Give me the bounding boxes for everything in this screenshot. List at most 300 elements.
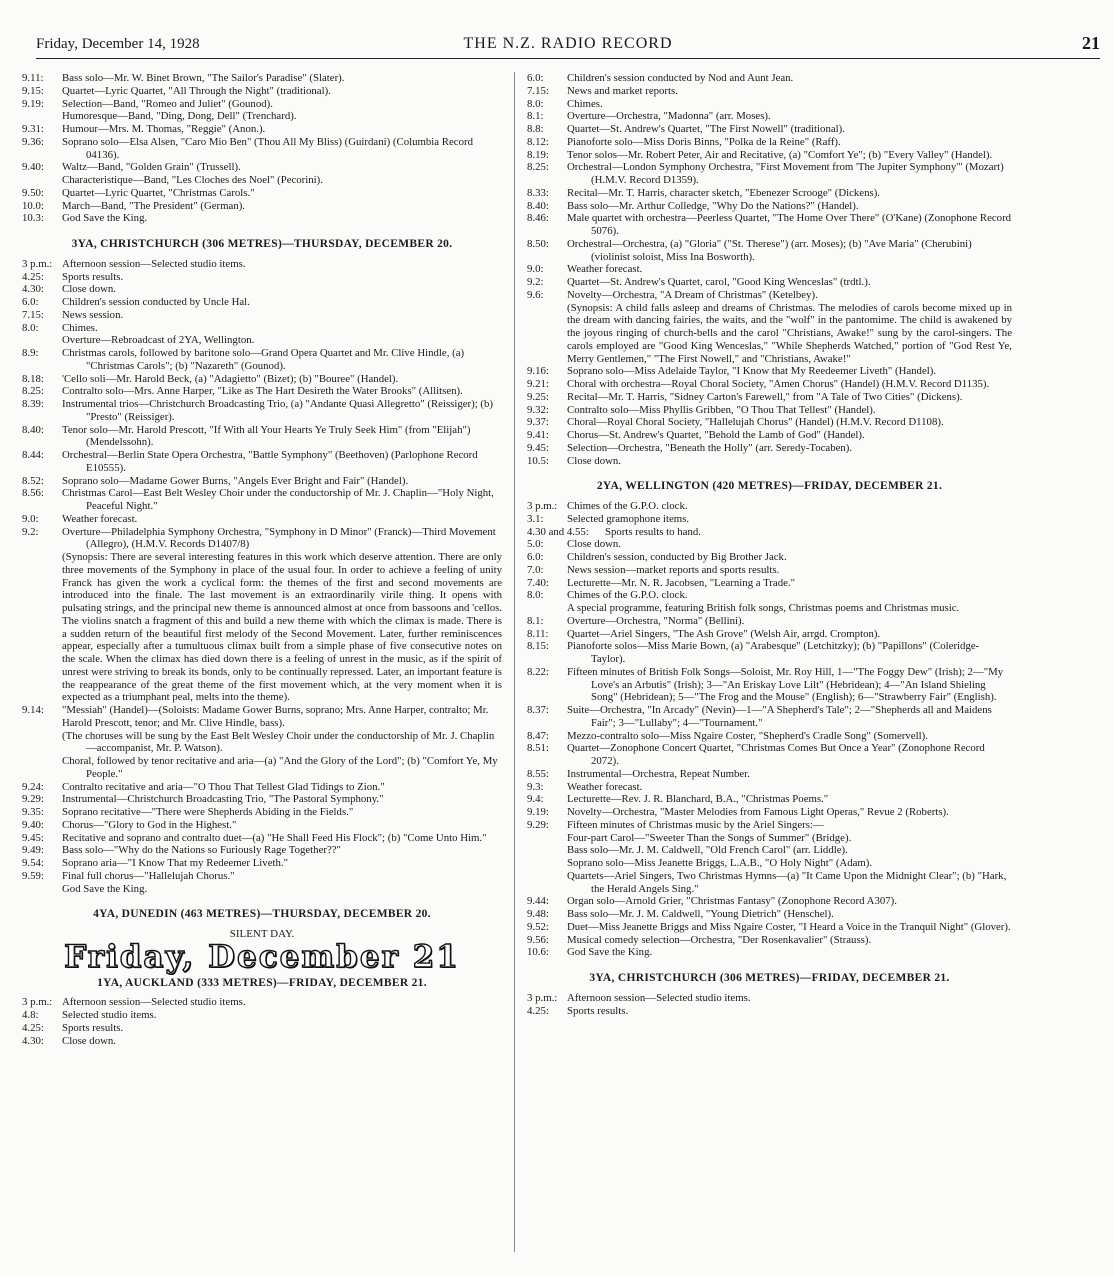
program-description: Bass solo—Mr. W. Binet Brown, "The Sailor's Paradise" (Slater). — [62, 72, 345, 84]
program-entry — [527, 946, 1012, 959]
program-time: 9.32: — [527, 403, 549, 416]
program-entry — [527, 391, 1012, 404]
program-description: Selection—Orchestra, "Beneath the Holly" (arr. Seredy-Tocaben). — [567, 441, 853, 454]
program-time: 9.4: — [527, 793, 544, 806]
silent-day: SILENT DAY. — [229, 928, 295, 940]
program-time: 8.51: — [527, 742, 549, 755]
program-entry — [527, 895, 1012, 908]
program-time: 10.0: — [22, 199, 44, 212]
program-entry — [527, 98, 1012, 111]
program-time: 9.2: — [22, 525, 39, 538]
program-description: Lecturette—Mr. N. R. Jacobsen, "Learning a Trade." — [567, 576, 795, 589]
program-time: 8.1: — [527, 110, 544, 123]
program-description: Selection—Band, "Romeo and Juliet" (Gounod). — [62, 97, 273, 110]
program-entry — [22, 1022, 502, 1035]
program-list — [22, 258, 502, 551]
program-entry — [22, 296, 502, 309]
program-entry — [22, 212, 502, 225]
program-description: Chimes of the G.P.O. clock. — [567, 500, 688, 512]
program-entry — [22, 271, 502, 284]
program-time: 9.40: — [22, 818, 44, 831]
program-entry — [527, 442, 1012, 455]
program-time: 9.54: — [22, 857, 44, 869]
program-entry — [527, 704, 1012, 730]
program-time: 10.5: — [527, 454, 549, 467]
program-description: Christmas Carol—East Belt Wesley Choir under the conductorship of Mr. J. Chaplin—"Holy Night, Peaceful Night." — [62, 487, 494, 512]
program-description: Weather forecast. — [62, 512, 138, 525]
program-entry — [22, 72, 502, 85]
program-description: Recital—Mr. T. Harris, character sketch, "Ebenezer Scrooge" (Dickens). — [567, 186, 880, 199]
program-entry — [527, 149, 1012, 162]
program-time: 8.33: — [527, 186, 549, 199]
program-time: 8.18: — [22, 372, 44, 385]
program-description: 'Cello soli—Mr. Harold Beck, (a) "Adagietto" (Bizet); (b) "Bouree" (Handel). — [62, 372, 399, 385]
program-description: Children's session, conducted by Big Brother Jack. — [567, 551, 787, 563]
program-entry — [22, 347, 502, 373]
program-entry — [527, 666, 1012, 704]
program-entry — [22, 187, 502, 200]
program-time: 9.3: — [527, 780, 544, 793]
program-description: Selected gramophone items. — [567, 512, 690, 525]
station-heading-4ya: 4YA, DUNEDIN (463 METRES)—THURSDAY, DECEMBER 20. — [93, 908, 431, 921]
program-time: 9.2: — [527, 276, 544, 288]
program-time: 8.25: — [22, 385, 44, 398]
program-description: Recital—Mr. T. Harris, "Sidney Carton's Farewell," from "A Tale of Two Cities" (Dickens). — [567, 390, 963, 403]
program-description: Soprano solo—Elsa Alsen, "Caro Mio Ben" (Thou All My Bliss) (Guirdani) (Columbia Record 04136). — [62, 135, 473, 161]
program-entry — [22, 98, 502, 111]
program-description: Chimes of the G.P.O. clock. — [567, 589, 688, 602]
program-entry — [527, 908, 1012, 921]
program-time: 8.0: — [22, 321, 39, 334]
program-entry — [527, 793, 1012, 806]
program-description: Selected studio items. — [62, 1009, 157, 1021]
program-entry — [527, 455, 1012, 468]
program-time: 4.25: — [22, 270, 44, 283]
program-entry — [527, 589, 1012, 602]
program-continuation: God Save the King. — [62, 882, 148, 895]
page-number: 21 — [1082, 33, 1100, 53]
station-heading-3ya-friday: 3YA, CHRISTCHURCH (306 METRES)—FRIDAY, DECEMBER 21. — [589, 972, 950, 984]
right-column — [527, 72, 1012, 1017]
station-heading-1ya: 1YA, AUCKLAND (333 METRES)—FRIDAY, DECEMBER 21. — [97, 976, 427, 989]
program-entry — [527, 200, 1012, 213]
program-entry — [22, 857, 502, 870]
program-description: Duet—Miss Jeanette Briggs and Miss Ngaire Coster, "I Heard a Voice in the Tranquil Night" (Glover). — [567, 920, 1011, 933]
program-description: Musical comedy selection—Orchestra, "Der Rosenkavalier" (Strauss). — [567, 933, 872, 946]
program-entry — [527, 564, 1012, 577]
program-entry — [527, 500, 1012, 513]
program-time: 9.19: — [527, 806, 549, 818]
program-description: "Messiah" (Handel)—(Soloists: Madame Gower Burns, soprano; Mrs. Anne Harper, contralto; Mr. Harold Prescott, tenor; and Mr. Clive Hindle, bass). — [62, 704, 489, 729]
program-entry — [527, 276, 1012, 289]
program-entry — [527, 538, 1012, 551]
program-entry — [22, 1009, 502, 1022]
program-entry — [527, 187, 1012, 200]
program-description: Quartet—Zonophone Concert Quartet, "Christmas Comes But Once a Year" (Zonophone Record 2072). — [567, 742, 985, 767]
program-description: Fifteen minutes of Christmas music by the Ariel Singers:— — [567, 818, 824, 831]
program-description: Sports results. — [62, 1021, 124, 1034]
program-time: 4.8: — [22, 1009, 39, 1021]
program-entry — [22, 373, 502, 386]
program-description: Quartet—Lyric Quartet, "All Through the Night" (traditional). — [62, 84, 331, 97]
program-time: 9.14: — [22, 704, 44, 716]
program-entry — [527, 615, 1012, 628]
program-time: 3.1: — [527, 512, 544, 525]
program-entry — [527, 110, 1012, 123]
program-entry — [22, 200, 502, 213]
program-entry — [22, 704, 502, 730]
program-description: Chimes. — [567, 97, 603, 110]
program-entry — [527, 781, 1012, 794]
program-time: 8.47: — [527, 729, 549, 742]
program-entry — [22, 832, 502, 845]
program-entry — [527, 526, 1012, 539]
program-time: 8.56: — [22, 487, 44, 500]
program-description: Sports results. — [567, 1004, 629, 1017]
program-description: Afternoon session—Selected studio items. — [567, 991, 751, 1004]
program-time: 9.21: — [527, 378, 549, 390]
program-list — [527, 500, 1012, 832]
program-time: 7.15: — [527, 84, 549, 97]
program-entry — [22, 806, 502, 819]
program-time: 8.40: — [527, 199, 549, 212]
program-time: 8.8: — [527, 123, 544, 135]
publication-title: THE N.Z. RADIO RECORD — [463, 35, 673, 52]
program-time: 8.19: — [527, 148, 549, 161]
program-description: Close down. — [567, 454, 621, 467]
program-description: Tenor solo—Mr. Harold Prescott, "If With all Your Hearts Ye Truly Seek Him" (from "Elijah") (Mendelssohn). — [62, 423, 471, 449]
program-time: 8.40: — [22, 423, 44, 436]
program-description: Lecturette—Rev. J. R. Blanchard, B.A., "Christmas Poems." — [567, 793, 829, 806]
program-description: Overture—Orchestra, "Norma" (Bellini). — [567, 614, 745, 627]
program-entry — [527, 768, 1012, 781]
program-description: Close down. — [62, 1034, 116, 1047]
program-entry — [527, 742, 1012, 768]
program-time: 8.46: — [527, 212, 549, 225]
program-entry — [527, 263, 1012, 276]
program-entry — [22, 161, 502, 174]
program-list — [22, 996, 502, 1047]
program-description: Close down. — [62, 283, 116, 296]
program-entry — [22, 449, 502, 475]
program-entry — [22, 793, 502, 806]
program-time: 7.0: — [527, 563, 544, 576]
program-continuation: A special programme, featuring British folk songs, Christmas poems and Christmas music. — [567, 602, 960, 614]
program-time: 9.29: — [22, 793, 44, 806]
left-column — [22, 72, 502, 1047]
program-description: Recitative and soprano and contralto duet—(a) "He Shall Feed His Flock"; (b) "Come Unto Him." — [62, 831, 487, 844]
program-time: 9.19: — [22, 97, 44, 110]
program-list — [527, 992, 1012, 1018]
program-time: 7.15: — [22, 308, 44, 321]
program-entry — [527, 806, 1012, 819]
program-entry — [22, 526, 502, 552]
program-description: Instrumental—Orchestra, Repeat Number. — [567, 767, 750, 780]
program-time: 10.6: — [527, 946, 549, 959]
program-description: Orchestral—London Symphony Orchestra, "First Movement from 'The Jupiter Symphony'" (Mozart) (H.M.V. Record D1359). — [567, 161, 1004, 186]
program-time: 3 p.m.: — [527, 500, 558, 512]
program-description: Instrumental trios—Christchurch Broadcasting Trio, (a) "Andante Quasi Allegretto" (Reissiger); (b) "Presto" (Reissiger). — [62, 398, 494, 423]
program-description: Soprano recitative—"There were Shepherds Abiding in the Fields." — [62, 806, 354, 818]
program-entry — [22, 870, 502, 883]
program-entry — [22, 398, 502, 424]
program-time: 3 p.m.: — [22, 996, 53, 1009]
program-description: News session. — [62, 308, 124, 321]
program-entry — [22, 781, 502, 794]
program-entry — [22, 136, 502, 162]
station-heading-3ya-thursday: 3YA, CHRISTCHURCH (306 METRES)—THURSDAY, DECEMBER 20. — [71, 238, 453, 250]
program-time: 7.40: — [527, 576, 549, 589]
program-entry — [527, 161, 1012, 187]
program-time: 8.25: — [527, 161, 549, 174]
program-entry — [22, 424, 502, 450]
program-time: 8.50: — [527, 237, 549, 250]
messiah-note: (The choruses will be sung by the East Belt Wesley Choir under the conductorship of Mr. J. Chaplin—accompanist, Mr. P. Watson). — [62, 729, 495, 755]
program-description: God Save the King. — [567, 946, 653, 959]
program-time: 4.30: — [22, 1034, 44, 1047]
program-description: Soprano aria—"I Know That my Redeemer Liveth." — [62, 857, 288, 869]
program-entry — [527, 934, 1012, 947]
program-time: 8.15: — [527, 640, 549, 653]
program-entry — [22, 123, 502, 136]
program-sub-item: Quartets—Ariel Singers, Two Christmas Hymns—(a) "It Came Upon the Midnight Clear"; (b) "Hark, the Herald Angels Sing." — [567, 869, 1007, 895]
program-list — [527, 365, 1012, 467]
program-entry — [527, 85, 1012, 98]
station-heading-2ya: 2YA, WELLINGTON (420 METRES)—FRIDAY, DECEMBER 21. — [596, 480, 943, 493]
ariel-items — [527, 832, 1012, 896]
program-description: Novelty—Orchestra, "A Dream of Christmas" (Ketelbey). — [567, 288, 818, 301]
program-entry — [22, 258, 502, 271]
program-description: Christmas carols, followed by baritone solo—Grand Opera Quartet and Mr. Clive Hindle, (a) "Christmas Carols"; (b) "Nazareth" (Gounod). — [62, 347, 465, 372]
program-entry — [527, 123, 1012, 136]
program-time: 9.59: — [22, 869, 44, 882]
program-entry — [527, 238, 1012, 264]
program-description: Chorus—St. Andrew's Quartet, "Behold the Lamb of God" (Handel). — [567, 429, 865, 441]
program-list — [527, 895, 1012, 959]
program-time: 5.0: — [527, 538, 544, 551]
program-continuation: Overture—Rebroadcast of 2YA, Wellington. — [62, 334, 255, 347]
program-time: 3 p.m.: — [527, 991, 558, 1004]
program-entry — [527, 551, 1012, 564]
program-time: 9.48: — [527, 908, 549, 920]
issue-date: Friday, December 14, 1928 — [36, 36, 200, 52]
program-entry — [527, 365, 1012, 378]
program-time: 9.24: — [22, 780, 44, 793]
program-description: Tenor solos—Mr. Robert Peter, Air and Recitative, (a) "Comfort Ye"; (b) "Every Valley" (Handel). — [567, 148, 993, 161]
program-description: Final full chorus—"Hallelujah Chorus." — [62, 869, 235, 882]
program-description: Choral with orchestra—Royal Choral Society, "Amen Chorus" (Handel) (H.M.V. Record D1135). — [567, 378, 990, 390]
program-entry — [527, 136, 1012, 149]
program-time: 9.36: — [22, 135, 44, 148]
program-time: 8.39: — [22, 398, 44, 410]
program-time: 9.41: — [527, 429, 549, 441]
program-description: Contralto solo—Miss Phyllis Gribben, "O Thou That Tellest" (Handel). — [567, 403, 876, 416]
program-description: Sports results. — [62, 270, 124, 283]
program-entry — [527, 992, 1012, 1005]
program-entry — [527, 1005, 1012, 1018]
program-entry — [527, 416, 1012, 429]
program-time: 8.44: — [22, 449, 44, 461]
program-entry — [527, 212, 1012, 238]
column-divider — [514, 72, 515, 1252]
program-time: 9.29: — [527, 818, 549, 831]
program-description: Weather forecast. — [567, 263, 643, 276]
program-description: Choral—Royal Choral Society, "Hallelujah Chorus" (Handel) (H.M.V. Record D1108). — [567, 416, 944, 429]
program-time: 9.52: — [527, 920, 549, 933]
program-time: 8.37: — [527, 704, 549, 716]
program-time: 9.45: — [527, 441, 549, 454]
program-description: Overture—Philadelphia Symphony Orchestra, "Symphony in D Minor" (Franck)—Third Movement (Allegro), (H.M.V. Records D1407/8) — [62, 525, 496, 551]
program-time: 8.1: — [527, 614, 544, 627]
program-time: 4.25: — [527, 1004, 549, 1017]
program-entry — [22, 1035, 502, 1048]
program-entry — [22, 385, 502, 398]
program-time: 9.40: — [22, 161, 44, 174]
program-description: Quartet—St. Andrew's Quartet, carol, "Good King Wenceslas" (trdtl.). — [567, 276, 871, 288]
program-entry — [527, 819, 1012, 832]
program-entry — [22, 487, 502, 513]
program-description: Quartet—Lyric Quartet, "Christmas Carols." — [62, 186, 255, 199]
program-entry — [527, 730, 1012, 743]
program-time: 8.9: — [22, 347, 39, 359]
program-entry — [527, 921, 1012, 934]
program-time: 9.56: — [527, 933, 549, 946]
program-time: 4.25: — [22, 1021, 44, 1034]
program-time: 9.0: — [22, 512, 39, 525]
program-description: Sports results to hand. — [605, 525, 701, 538]
program-time: 9.15: — [22, 84, 44, 97]
program-time: 9.6: — [527, 288, 544, 301]
program-time: 9.49: — [22, 844, 44, 857]
program-list — [22, 72, 502, 225]
program-sub-item: Soprano solo—Miss Jeanette Briggs, L.A.B., "O Holy Night" (Adam). — [567, 857, 873, 869]
program-list — [22, 781, 502, 896]
program-description: Male quartet with orchestra—Peerless Quartet, "The Home Over There" (O'Kane) (Zonophone Record 5076). — [567, 212, 1012, 237]
program-description: Novelty—Orchestra, "Master Melodies from Famous Light Operas," Revue 2 (Roberts). — [567, 806, 949, 818]
program-entry — [22, 322, 502, 335]
program-continuation: Characteristique—Band, "Les Cloches des Noel" (Pecorini). — [62, 174, 323, 186]
program-description: Organ solo—Arnold Grier, "Christmas Fantasy" (Zonophone Record A307). — [567, 895, 897, 908]
messiah-choral: Choral, followed by tenor recitative and aria—(a) "And the Glory of the Lord"; (b) "Comfort Ye, My People." — [62, 755, 498, 780]
program-description: Children's session conducted by Uncle Hal. — [62, 296, 250, 308]
program-description: Contralto solo—Mrs. Anne Harper, "Like as The Hart Desireth the Water Brooks" (Allitsen). — [62, 385, 463, 398]
program-time: 9.11: — [22, 72, 44, 84]
program-description: Pianoforte solos—Miss Marie Bown, (a) "Arabesque" (Letchitzky); (b) "Papillons" (Coleridge-Taylor). — [567, 640, 980, 665]
program-time: 4.30 and 4.55: — [527, 525, 589, 538]
program-time: 6.0: — [527, 551, 544, 563]
program-time: 9.0: — [527, 263, 544, 276]
program-time: 10.3: — [22, 212, 44, 225]
program-time: 9.31: — [22, 123, 44, 135]
program-description: Orchestral—Orchestra, (a) "Gloria" ("St. Therese") (arr. Moses); (b) "Ave Maria" (Cherubini) (violinist soloist, Miss Ina Bosworth). — [567, 237, 972, 263]
program-description: Quartet—Ariel Singers, "The Ash Grove" (Welsh Air, arrgd. Crompton). — [567, 627, 881, 640]
program-description: Chorus—"Glory to God in the Highest." — [62, 818, 237, 831]
program-list — [527, 72, 1012, 302]
program-description: Chimes. — [62, 321, 98, 334]
program-continuation: Humoresque—Band, "Ding, Dong, Dell" (Trenchard). — [62, 110, 297, 123]
program-time: 8.22: — [527, 665, 549, 678]
program-entry — [22, 85, 502, 98]
program-entry — [527, 628, 1012, 641]
program-entry — [527, 429, 1012, 442]
program-entry — [22, 819, 502, 832]
program-description: Bass solo—Mr. Arthur Colledge, "Why Do the Nations?" (Handel). — [567, 199, 859, 212]
program-entry — [527, 72, 1012, 85]
program-description: Children's session conducted by Nod and Aunt Jean. — [567, 72, 794, 84]
program-description: Weather forecast. — [567, 780, 643, 793]
program-description: News session—market reports and sports results. — [567, 563, 780, 576]
program-description: Suite—Orchestra, "In Arcady" (Nevin)—1—"A Shepherd's Tale"; 2—"Shepherds all and Maidens Fair"; 3—"Lullaby"; 4—"Tournament." — [567, 704, 992, 729]
program-entry — [22, 309, 502, 322]
page-header — [36, 33, 1100, 59]
program-description: Humour—Mrs. M. Thomas, "Reggie" (Anon.). — [62, 123, 266, 135]
program-description: Orchestral—Berlin State Opera Orchestra, "Battle Symphony" (Beethoven) (Parlophone Record E10555). — [62, 449, 478, 474]
program-description: Fifteen minutes of British Folk Songs—Soloist, Mr. Roy Hill, 1—"The Foggy Dew" (Irish); 2—"My Love's an Arbutis" (Irish); 3—"An Eriskay Love Lilt" (Hebridean); 4—"An Island Shieling Song" (Hebridean); 5—"The Frog and the Mouse" (English); 6—"Strawberry Fair" (English). — [567, 665, 1004, 704]
synopsis-dream-of-christmas: (Synopsis: A child falls asleep and dreams of Christmas. The melodies of carols become mixed up in the dream with dancing fairies, the waits, and the "wolf" in the pantomime. The child is awakened by the joyous ringing of church-bells and the carol "Christians, Awake!" sung by the carol-singers. The carols employed are "Good King Wenceslas," "While Shepherds Watched," portion of "God Rest Ye, Merry Gentlemen," "The First Nowell," and "Christians, Awake!" — [567, 301, 1012, 365]
program-time: 3 p.m.: — [22, 257, 53, 270]
program-time: 8.0: — [527, 589, 544, 602]
synopsis-franck: (Synopsis: There are several interesting features in this work which deserve attention. There are only three movements of the Symphony in place of the usual four. In order to achieve a feeling of unity Franck has given the work a cyclical form: the themes of the first and second movements are introduced into the finale. The last movement is an extraordinarily virile thing. It opens with pulsating strings, and the principal new theme is announced almost at once from bassoons and 'cellos. The violins snatch a fragment of this and build a new theme with which the climax is made. There is a sudden return of the beautiful first melody of the Second Movement. Later, further reminiscences appear, especially after a tumultuous climax built from a simple phase of five consecutive notes on the scale. When the climax has died down there is a feeling of unrest in the music, as if the spirit of unrest were striving to break its bonds, only to be continually repressed. Later, an important feature is the reappearance of the great theme of the first movement which, at the very moment when it is expected as a triumphant peal, melts into the theme). — [62, 551, 502, 704]
program-entry — [527, 513, 1012, 526]
program-entry — [22, 475, 502, 488]
program-time: 9.35: — [22, 806, 44, 818]
program-description: Overture—Orchestra, "Madonna" (arr. Moses). — [567, 110, 771, 123]
program-entry — [22, 283, 502, 296]
program-description: Soprano solo—Miss Adelaide Taylor, "I Know that My Reedeemer Liveth" (Handel). — [567, 365, 937, 378]
program-description: God Save the King. — [62, 212, 148, 225]
program-description: Quartet—St. Andrew's Quartet, "The First Nowell" (traditional). — [567, 123, 845, 135]
program-time: 9.44: — [527, 895, 549, 908]
program-entry — [22, 844, 502, 857]
program-time: 6.0: — [22, 296, 39, 308]
program-description: Close down. — [567, 538, 621, 551]
program-description: Afternoon session—Selected studio items. — [62, 996, 246, 1009]
program-entry — [527, 577, 1012, 590]
program-description: March—Band, "The President" (German). — [62, 199, 246, 212]
program-description: Bass solo—"Why do the Nations so Furiously Rage Together??" — [62, 844, 341, 857]
program-time: 8.12: — [527, 135, 549, 148]
program-description: Mezzo-contralto solo—Miss Ngaire Coster, "Shepherd's Cradle Song" (Somervell). — [567, 729, 928, 742]
program-entry — [22, 513, 502, 526]
program-time: 6.0: — [527, 72, 544, 84]
program-description: Soprano solo—Madame Gower Burns, "Angels Ever Bright and Fair" (Handel). — [62, 474, 409, 487]
program-time: 9.45: — [22, 831, 44, 844]
program-description: Pianoforte solo—Miss Doris Binns, "Polka de la Reine" (Raff). — [567, 135, 841, 148]
program-entry — [527, 640, 1012, 666]
program-entry — [22, 996, 502, 1009]
program-entry — [527, 378, 1012, 391]
program-time: 9.50: — [22, 186, 44, 199]
program-sub-item: Four-part Carol—"Sweeter Than the Songs of Summer" (Bridge). — [567, 831, 852, 844]
program-sub-item: Bass solo—Mr. J. M. Caldwell, "Old French Carol" (arr. Liddle). — [567, 844, 848, 857]
program-entry — [527, 289, 1012, 302]
program-time: 8.0: — [527, 97, 544, 110]
program-time: 4.30: — [22, 283, 44, 296]
program-time: 9.37: — [527, 416, 549, 429]
day-heading: Friday, December 21 — [64, 938, 460, 975]
program-time: 8.11: — [527, 627, 549, 640]
program-time: 9.16: — [527, 365, 549, 378]
program-time: 8.55: — [527, 767, 549, 780]
program-entry — [527, 404, 1012, 417]
program-description: Bass solo—Mr. J. M. Caldwell, "Young Dietrich" (Henschel). — [567, 908, 834, 920]
program-description: News and market reports. — [567, 84, 678, 97]
program-time: 8.52: — [22, 474, 44, 487]
program-description: Instrumental—Christchurch Broadcasting Trio, "The Pastoral Symphony." — [62, 793, 384, 806]
program-description: Contralto recitative and aria—"O Thou That Tellest Glad Tidings to Zion." — [62, 780, 385, 793]
program-description: Waltz—Band, "Golden Grain" (Trussell). — [62, 161, 241, 174]
program-description: Afternoon session—Selected studio items. — [62, 257, 246, 270]
